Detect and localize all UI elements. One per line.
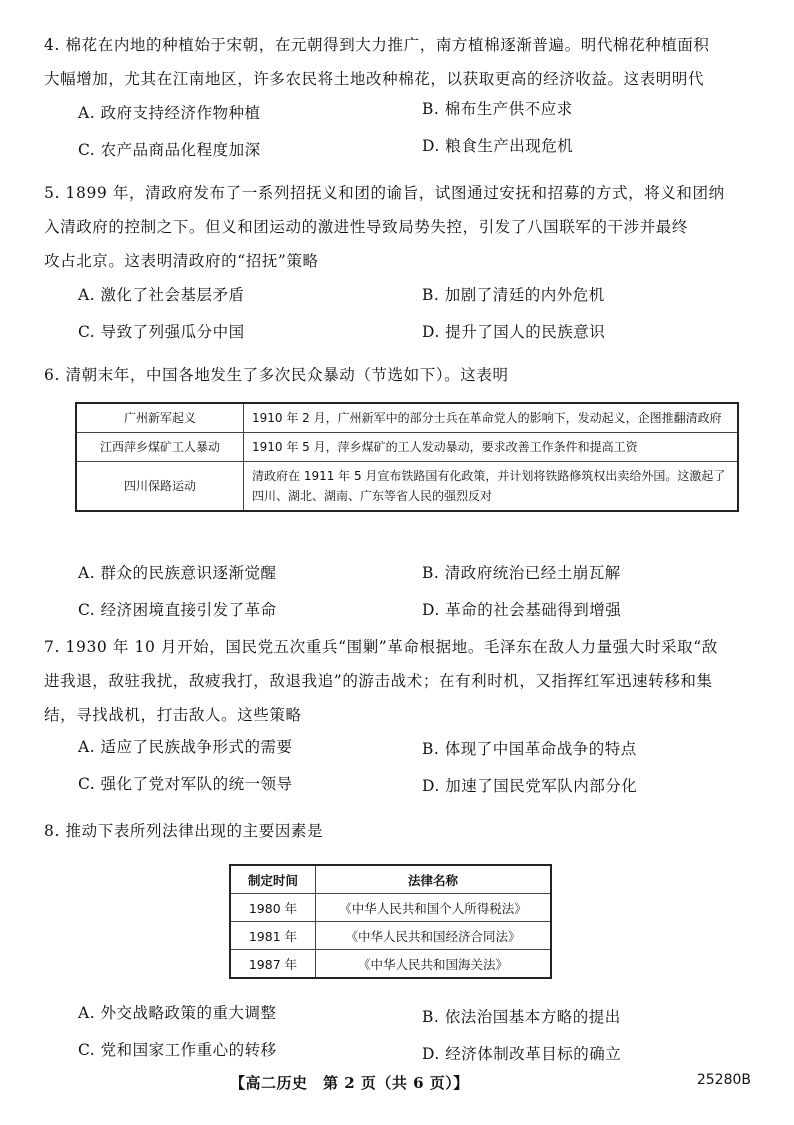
question-7	[44, 630, 754, 806]
table-cell-year: 1980 年	[230, 894, 316, 922]
question-6	[44, 358, 754, 392]
option-b: B. 依法治国基本方略的提出	[422, 1008, 621, 1026]
question-stem-line: 攻占北京。这表明清政府的“招抚”策略	[44, 252, 319, 270]
option-c: C. 农产品商品化程度加深	[78, 141, 261, 159]
option-a: A. 激化了社会基层矛盾	[78, 286, 245, 304]
table-row	[230, 950, 551, 979]
option-a: A. 适应了民族战争形式的需要	[78, 738, 293, 756]
laws-table	[229, 864, 552, 979]
table-cell-desc: 1910 年 2 月，广州新军中的部分士兵在革命党人的影响下，发动起义，企图推翻清政府	[244, 403, 739, 433]
table-header-time: 制定时间	[230, 865, 316, 894]
options-row	[44, 556, 754, 593]
option-c: C. 党和国家工作重心的转移	[78, 1041, 277, 1059]
option-a: A. 政府支持经济作物种植	[78, 104, 261, 122]
question-8	[44, 814, 754, 848]
question-4	[44, 28, 754, 170]
options-row	[44, 769, 754, 806]
question-stem-line: 7. 1930 年 10 月开始，国民党五次重兵“围剿”革命根据地。毛泽东在敌人力量强大时采取“敌	[44, 638, 718, 656]
question-stem-line: 8. 推动下表所列法律出现的主要因素是	[44, 822, 324, 840]
option-d: D. 提升了国人的民族意识	[422, 323, 606, 341]
question-stem-line: 大幅增加，尤其在江南地区，许多农民将土地改种棉花，以获取更高的经济收益。这表明明代	[44, 70, 705, 88]
option-b: B. 体现了中国革命战争的特点	[422, 740, 637, 758]
options-row	[44, 593, 754, 630]
table-cell-year: 1981 年	[230, 922, 316, 950]
table-header-row	[230, 865, 551, 894]
question-stem-line: 结，寻找战机，打击敌人。这些策略	[44, 706, 302, 724]
options-row	[44, 96, 754, 133]
option-c: C. 强化了党对军队的统一领导	[78, 775, 293, 793]
option-d: D. 粮食生产出现危机	[422, 137, 574, 155]
option-a: A. 外交战略政策的重大调整	[78, 1004, 277, 1022]
option-b: B. 清政府统治已经土崩瓦解	[422, 564, 621, 582]
table-cell-law: 《中华人民共和国个人所得税法》	[316, 894, 552, 922]
table-cell-law: 《中华人民共和国经济合同法》	[316, 922, 552, 950]
options-row	[44, 278, 754, 315]
question-6-options	[44, 556, 754, 630]
option-d: D. 经济体制改革目标的确立	[422, 1045, 622, 1063]
option-a: A. 群众的民族意识逐渐觉醒	[78, 564, 277, 582]
options-row	[44, 315, 754, 352]
table-cell-event: 四川保路运动	[76, 462, 244, 512]
option-d: D. 加速了国民党军队内部分化	[422, 777, 638, 795]
question-stem-line: 4. 棉花在内地的种植始于宋朝，在元朝得到大力推广，南方植棉逐渐普遍。明代棉花种植面积	[44, 36, 710, 54]
table-cell-event: 江西萍乡煤矿工人暴动	[76, 433, 244, 462]
table-row	[76, 403, 738, 433]
question-stem-line: 5. 1899 年，清政府发布了一系列招抚义和团的谕旨，试图通过安抚和招募的方式，将义和团纳	[44, 184, 725, 202]
table-cell-law: 《中华人民共和国海关法》	[316, 950, 552, 979]
question-stem-line: 6. 清朝末年，中国各地发生了多次民众暴动（节选如下）。这表明	[44, 366, 509, 384]
uprisings-table	[75, 402, 739, 512]
table-row	[230, 922, 551, 950]
table-cell-desc: 清政府在 1911 年 5 月宣布铁路国有化政策，并计划将铁路修筑权出卖给外国。这激起了四川、湖北、湖南、广东等省人民的强烈反对	[244, 462, 739, 512]
option-c: C. 经济困境直接引发了革命	[78, 601, 277, 619]
options-row	[44, 996, 754, 1033]
table-cell-event: 广州新军起义	[76, 403, 244, 433]
option-b: B. 棉布生产供不应求	[422, 100, 573, 118]
option-c: C. 导致了列强瓜分中国	[78, 323, 245, 341]
table-row	[230, 894, 551, 922]
page-number-label: 【高二历史 第 2 页（共 6 页）】	[230, 1074, 469, 1092]
question-stem-line: 入清政府的控制之下。但义和团运动的激进性导致局势失控，引发了八国联军的干涉并最终	[44, 218, 689, 236]
question-5	[44, 176, 754, 352]
table-cell-year: 1987 年	[230, 950, 316, 979]
table-row	[76, 462, 738, 512]
options-row	[44, 732, 754, 769]
question-8-options	[44, 996, 754, 1070]
question-stem-line: 进我退，敌驻我扰，敌疲我打，敌退我追”的游击战术；在有利时机，又指挥红军迅速转移和集	[44, 672, 713, 690]
options-row	[44, 1033, 754, 1070]
table-row	[76, 433, 738, 462]
option-b: B. 加剧了清廷的内外危机	[422, 286, 605, 304]
options-row	[44, 133, 754, 170]
table-header-law: 法律名称	[316, 865, 552, 894]
table-cell-desc: 1910 年 5 月，萍乡煤矿的工人发动暴动，要求改善工作条件和提高工资	[244, 433, 739, 462]
exam-code: 25280B	[696, 1072, 751, 1088]
option-d: D. 革命的社会基础得到增强	[422, 601, 622, 619]
